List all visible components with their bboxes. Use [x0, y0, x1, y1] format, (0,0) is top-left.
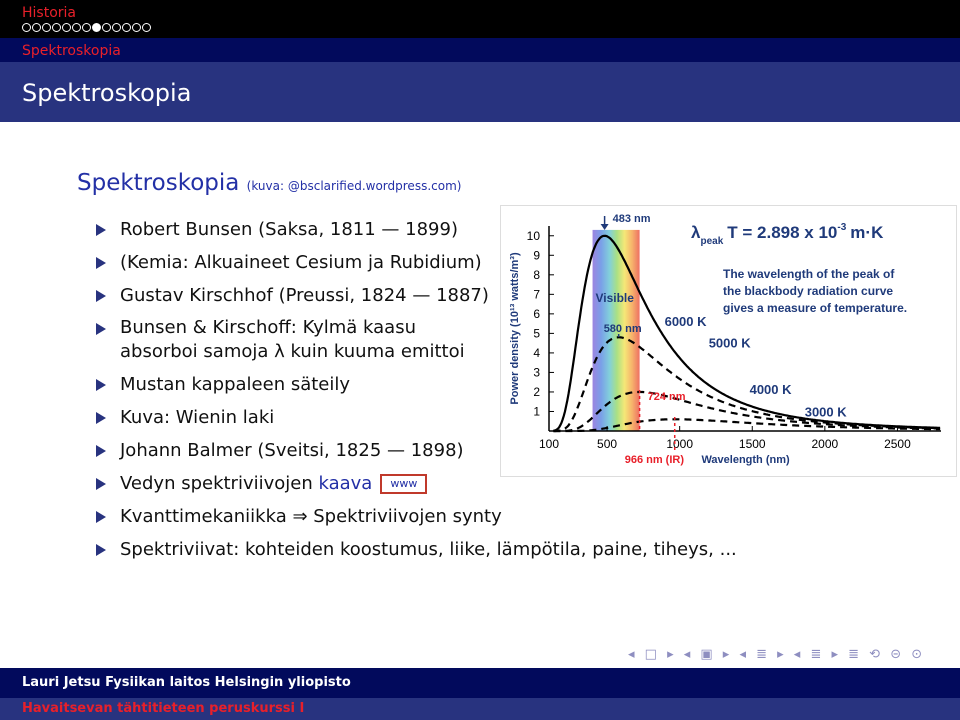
- y-tick-label: 5: [533, 326, 540, 341]
- y-axis-label: Power density (10¹³ watts/m³): [509, 252, 521, 405]
- y-tick-label: 9: [533, 248, 540, 263]
- nav-dot[interactable]: [82, 23, 91, 32]
- bullet-triangle-icon: [96, 290, 106, 302]
- y-tick-label: 1: [533, 404, 540, 419]
- x-tick-label: 1500: [738, 437, 766, 451]
- bullet-triangle-icon: [96, 445, 106, 457]
- list-item: Mustan kappaleen säteily: [96, 372, 816, 397]
- wien-formula: $\lambda_{peak}$ T = 2.898 x $10^{-3}$ m·K: [691, 222, 884, 247]
- subsection-bar: [0, 38, 960, 62]
- frame-title-bar: [0, 62, 960, 122]
- y-tick-label: 10: [526, 228, 540, 243]
- nav-dot[interactable]: [92, 23, 101, 32]
- nav-dot[interactable]: [112, 23, 121, 32]
- footer-course: Havaitsevan tähtitieteen peruskurssi I: [22, 701, 305, 716]
- list-item: Kvanttimekaniikka ⇒ Spektriviivojen synty: [96, 504, 816, 529]
- blackbody-chart: [500, 205, 957, 477]
- footer-author-bar: [0, 668, 960, 698]
- annotation-label: 724 nm: [647, 391, 686, 403]
- y-tick-label: 2: [533, 384, 540, 399]
- bullet-triangle-icon: [96, 478, 106, 490]
- slide-navigation-dots[interactable]: [22, 23, 151, 32]
- series-label: 5000 K: [708, 335, 751, 351]
- y-tick-label: 6: [533, 306, 540, 321]
- bullet-triangle-icon: [96, 511, 106, 523]
- list-item: (Kemia: Alkuaineet Cesium ja Rubidium): [96, 250, 816, 275]
- chart-note: The wavelength of the peak of the blackbody radiation curve gives a measure of temperature.: [723, 267, 908, 315]
- y-tick-label: 3: [533, 365, 540, 380]
- beamer-navigation-symbols[interactable]: ◂ □ ▸ ◂ ▣ ▸ ◂ ≣ ▸ ◂ ≣ ▸ ≣ ⟲ ⊝ ⊙: [628, 647, 926, 662]
- bullet-triangle-icon: [96, 257, 106, 269]
- block-title-text: Spektroskopia: [77, 170, 240, 196]
- bullet-triangle-icon: [96, 224, 106, 236]
- list-item: Spektriviivat: kohteiden koostumus, liike, lämpötila, paine, tiheys, ...: [96, 537, 816, 562]
- bullet-triangle-icon: [96, 544, 106, 556]
- nav-dot[interactable]: [32, 23, 41, 32]
- list-item: Bunsen & Kirschoff: Kylmä kaasu absorboi samoja λ kuin kuuma emittoi: [96, 316, 816, 364]
- footer-author: Lauri Jetsu Fysiikan laitos Helsingin yliopisto: [22, 675, 351, 690]
- series-label: 3000 K: [804, 404, 847, 420]
- nav-dot[interactable]: [142, 23, 151, 32]
- list-item: Vedyn spektriviivojen kaava www: [96, 471, 816, 496]
- list-item: Gustav Kirschhof (Preussi, 1824 — 1887): [96, 283, 816, 308]
- subsection-title[interactable]: Spektroskopia: [22, 43, 121, 59]
- x-tick-label: 2000: [811, 437, 839, 451]
- x-tick-label: 500: [597, 437, 618, 451]
- list-item: Robert Bunsen (Saksa, 1811 — 1899): [96, 217, 816, 242]
- list-item: Kuva: Wienin laki: [96, 405, 816, 430]
- series-label: 4000 K: [749, 381, 792, 397]
- annotation-label: 580 nm: [603, 323, 642, 335]
- annotation-label: 966 nm (IR): [624, 454, 685, 466]
- formula-link[interactable]: kaava: [318, 473, 373, 494]
- list-item: Johann Balmer (Sveitsi, 1825 — 1898): [96, 438, 816, 463]
- annotation-label: 483 nm: [612, 213, 651, 225]
- visible-label: Visible: [595, 291, 634, 305]
- www-link-button[interactable]: www: [380, 474, 427, 494]
- nav-dot[interactable]: [42, 23, 51, 32]
- block-title: [77, 170, 461, 196]
- y-tick-label: 7: [533, 287, 540, 302]
- nav-dot[interactable]: [132, 23, 141, 32]
- nav-dot[interactable]: [62, 23, 71, 32]
- annotation-arrowhead: [601, 224, 609, 230]
- x-tick-label: 1000: [666, 437, 694, 451]
- y-tick-label: 4: [533, 345, 540, 360]
- nav-dot[interactable]: [72, 23, 81, 32]
- bullet-triangle-icon: [96, 412, 106, 424]
- series-label: 6000 K: [664, 313, 707, 329]
- footer-course-bar: [0, 698, 960, 720]
- bullet-triangle-icon: [96, 379, 106, 391]
- nav-dot[interactable]: [22, 23, 31, 32]
- nav-dot[interactable]: [102, 23, 111, 32]
- top-navigation-bar: [0, 0, 960, 38]
- image-credit: (kuva: @bsclarified.wordpress.com): [246, 179, 462, 193]
- x-tick-label: 100: [538, 437, 560, 451]
- x-axis-label: Wavelength (nm): [701, 454, 790, 466]
- x-tick-label: 2500: [884, 437, 911, 451]
- section-title[interactable]: Historia: [22, 5, 76, 21]
- bullet-triangle-icon: [96, 323, 106, 335]
- frame-title: Spektroskopia: [22, 79, 192, 107]
- nav-dot[interactable]: [122, 23, 131, 32]
- y-tick-label: 8: [533, 267, 540, 282]
- nav-dot[interactable]: [52, 23, 61, 32]
